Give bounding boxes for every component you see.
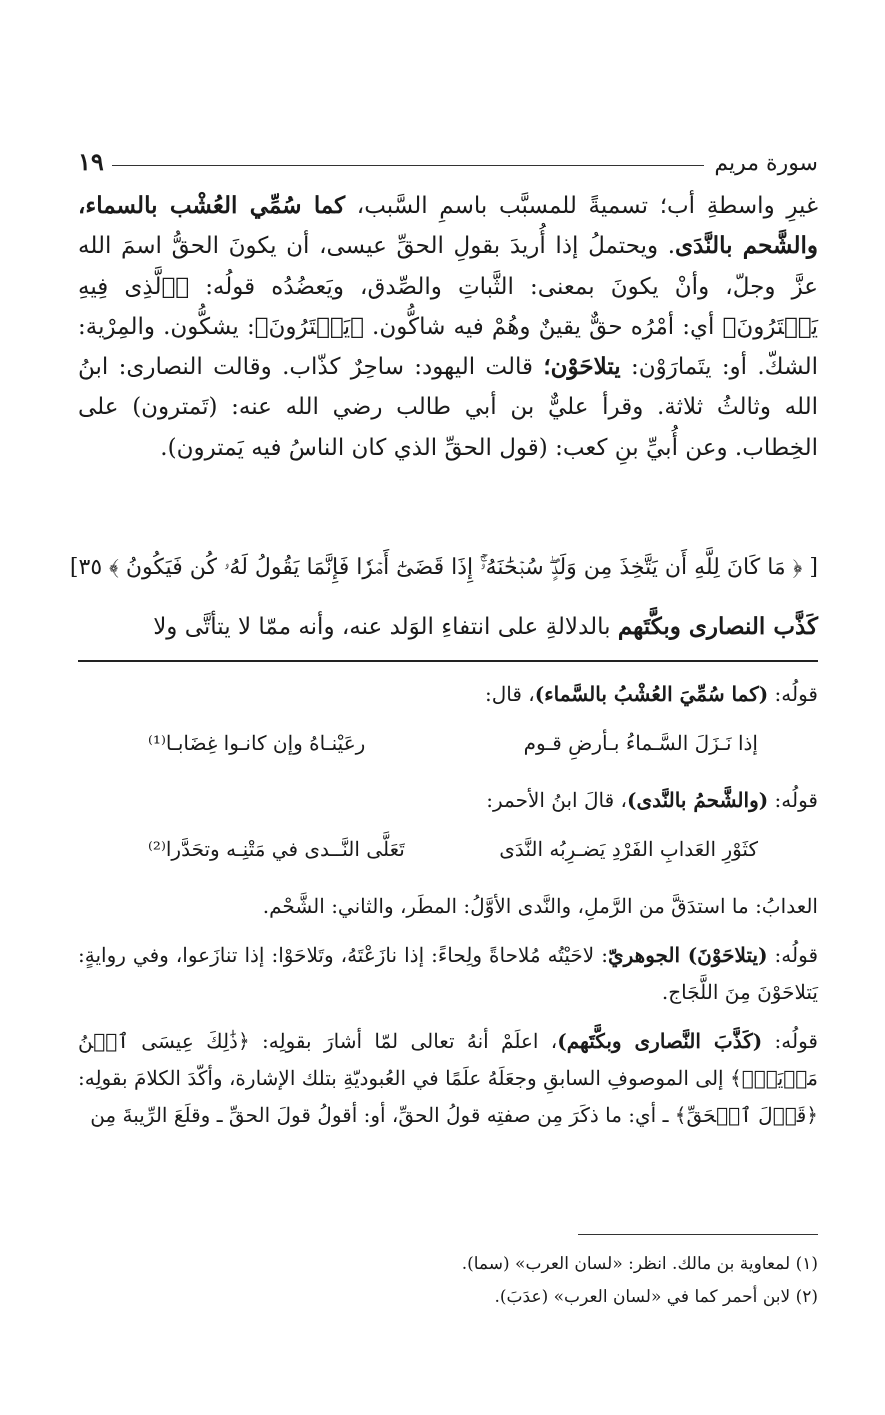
page-number: ١٩ xyxy=(78,147,104,176)
poetry-verse-1 xyxy=(78,725,818,762)
section-divider xyxy=(78,660,818,662)
footnote-rule xyxy=(578,1234,818,1235)
main-text-2: . ويحتملُ إذا أُريدَ بقولِ الحقِّ عيسى، أن يكونَ الحقُّ اسمَ الله عزَّ وجلّ، وأنْ يكونَ بمعنى: الثَّباتِ والصِّدق، ويَعضُدُه قولُه: ﴿ٱلَّذِى فِيهِ يَمۡتَرُونَ﴾ أي: أمْرُه حقٌّ يقينٌ وهُمْ فيه شاكُّون. ﴿يَمۡتَرُونَ﴾: يشكُّون. والمِرْية: الشكّ. أو: يتَمارَوْن: xyxy=(78,233,818,381)
verse-hemistich-left: تَعَلَّى النَّــدى في مَتْنِـه وتحَدَّرا⁽²⁾ xyxy=(148,837,405,861)
note-label: قولُه: xyxy=(762,1029,818,1053)
commentary-rest: بالدلالةِ على انتفاءِ الوَلد عنه، وأنه ممّا لا يتأتَّى ولا xyxy=(153,614,618,640)
note-5 xyxy=(78,1023,818,1134)
main-text-3: قالت اليهود: ساحِرٌ كذّاب. وقالت النصارى: ابنُ الله وثالثُ ثلاثة. وقرأ عليٌّ بن أبي طالب رضي الله عنه: (تَمترون) على الخِطاب. وعن أُبيِّ بنِ كعب: (قول الحقِّ الذي كان الناسُ فيه يَمترون). xyxy=(78,354,818,461)
note-label: قولُه: xyxy=(768,788,818,812)
note-text: ، قال: xyxy=(485,682,535,706)
note-heading: (كما سُمِّيَ العُشْبُ بالسَّماء) xyxy=(534,682,769,706)
main-paragraph xyxy=(78,186,818,468)
note-text: ، قالَ ابنُ الأحمر: xyxy=(486,788,627,812)
commentary-line xyxy=(78,607,818,647)
footnote-2: (٢) لابن أحمر كما في «لسان العرب» (عدَبَ). xyxy=(494,1287,818,1307)
poetry-verse-2 xyxy=(78,831,818,868)
note-text: ، اعلَمْ أنهُ تعالى لمّا أشارَ بقولِه: ﴿ذَٰلِكَ عِيسَى ٱبۡنُ مَرۡيَمَۖ﴾ إلى الموصوفِ السابقِ وجعَلَهُ علَمًا في العُبوديّةِ بتلك الإشارة، وأكّدَ الكلامَ بقولِه: ﴿قَوۡلَ ٱلۡحَقِّ﴾ ـ أي: ما ذكَرَ مِن صفتِه قولُ الحقِّ، أو: أقولُ قولَ الحقِّ ـ وقلَعَ الرِّيبةَ مِن xyxy=(78,1029,818,1127)
main-text-bold-2: يتلاحَوْن؛ xyxy=(543,353,621,381)
main-text-bold-1: كما سُمِّي العُشْب بالسماء، والشَّحم بالنَّدَى xyxy=(78,192,818,260)
note-3: العدابُ: ما استدَقَّ من الرَّملِ، والنَّدى الأوَّلُ: المطَر، والثاني: الشَّحْم. xyxy=(262,894,818,918)
page-header xyxy=(78,136,818,176)
note-2 xyxy=(78,782,818,819)
main-text-1: غيرِ واسطةِ أب؛ تسميةً للمسبَّب باسمِ السَّبب، xyxy=(345,193,818,219)
quran-verse: [ ﴿ مَا كَانَ لِلَّهِ أَن يَتَّخِذَ مِن وَلَدٍۖ سُبۡحَٰنَهُۥٓۚ إِذَا قَضَىٰٓ أَمۡرٗا فَإِنَّمَا يَقُولُ لَهُۥ كُن فَيَكُونُ ﴾ ٣٥] xyxy=(69,555,818,580)
footnote-1: (١) لمعاوية بن مالك. انظر: «لسان العرب» (سما). xyxy=(461,1254,818,1274)
footnotes xyxy=(78,1248,818,1314)
note-1 xyxy=(78,676,818,713)
verse-hemistich-left: رعَيْنـاهُ وإن كانـوا غِضَابـا⁽¹⁾ xyxy=(148,731,366,755)
main-text xyxy=(78,186,818,468)
marginal-notes xyxy=(78,676,818,1146)
note-label: قولُه: xyxy=(768,682,818,706)
note-heading: (كَذَّبَ النَّصارى وبكَّتَهم) xyxy=(557,1029,763,1053)
note-heading: (يتلاحَوْنَ) الجوهريّ xyxy=(607,943,768,967)
note-heading: (والشَّحمُ بالنَّدى) xyxy=(626,788,769,812)
note-4 xyxy=(78,937,818,1011)
surah-title: سورة مريم xyxy=(714,151,818,176)
note-label: قولُه: xyxy=(767,943,819,967)
commentary-bold: كَذَّب النصارى وبكَّتَهم xyxy=(617,613,818,640)
header-rule xyxy=(112,165,705,166)
verse-hemistich-right: كثَوْرِ العَدابِ الفَرْدِ يَضـرِبُه النَّدَى xyxy=(499,837,758,861)
note-text: : لاحَيْتُه مُلاحاةً ولِحاءً: إذا نازَعْتَهُ، وتَلاحَوْا: إذا تنازَعوا، وفي روايةٍ: يَتلاحَوْنَ مِنَ اللَّجَاج. xyxy=(78,943,818,1004)
verse-hemistich-right: إذا نَـزَلَ السَّـماءُ بـأرضِ قـوم xyxy=(523,731,758,755)
